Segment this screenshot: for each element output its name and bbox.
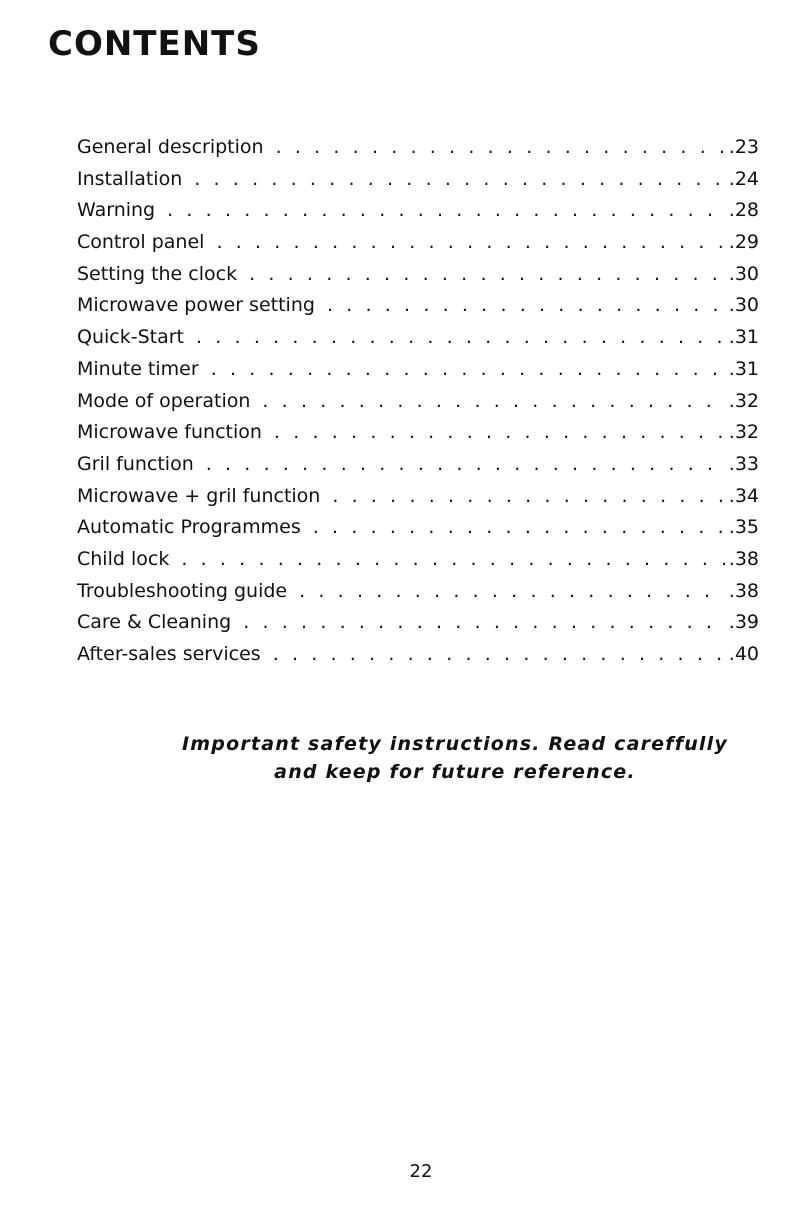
toc-leader-dots bbox=[274, 417, 725, 449]
toc-entry-label: Child lock bbox=[77, 547, 170, 570]
toc-entry-minute-timer[interactable] bbox=[77, 354, 759, 386]
page-title: CONTENTS bbox=[48, 24, 261, 64]
toc-leader-dots bbox=[273, 639, 725, 671]
table-of-contents bbox=[77, 132, 759, 671]
toc-entry-label: After-sales services bbox=[77, 643, 261, 665]
toc-entry-label: Quick-Start bbox=[77, 326, 184, 349]
toc-leader-dots bbox=[194, 164, 725, 196]
toc-entry-label: Troubleshooting guide bbox=[77, 579, 288, 602]
toc-entry-mode-of-operation[interactable] bbox=[77, 386, 759, 418]
toc-leader-dots bbox=[332, 481, 724, 513]
toc-entry-label: Automatic Programmes bbox=[77, 516, 301, 539]
toc-entry-care-cleaning[interactable] bbox=[77, 607, 759, 639]
toc-entry-label: Microwave + gril function bbox=[77, 484, 321, 507]
toc-entry-label: Minute timer bbox=[77, 357, 199, 380]
toc-entry-label: Control panel bbox=[77, 231, 205, 254]
toc-leader-dots bbox=[249, 259, 725, 291]
safety-notice-line-1: Important safety instructions. Read careffully bbox=[182, 733, 728, 755]
toc-leader-dots bbox=[167, 195, 725, 227]
toc-leader-dots bbox=[181, 544, 724, 576]
toc-entry-automatic-programmes[interactable] bbox=[77, 512, 759, 544]
toc-leader-dots bbox=[313, 512, 725, 544]
toc-entry-page: .38 bbox=[728, 547, 759, 570]
toc-entry-label: Installation bbox=[77, 167, 183, 190]
toc-entry-page: .24 bbox=[728, 167, 759, 190]
safety-notice bbox=[150, 730, 760, 786]
toc-entry-page: .32 bbox=[728, 421, 759, 444]
toc-entry-page: .33 bbox=[728, 452, 759, 475]
toc-entry-child-lock[interactable] bbox=[77, 544, 759, 576]
toc-leader-dots bbox=[299, 576, 725, 608]
toc-leader-dots bbox=[196, 322, 725, 354]
toc-entry-microwave-gril-function[interactable] bbox=[77, 481, 759, 513]
toc-entry-gril-function[interactable] bbox=[77, 449, 759, 481]
toc-leader-dots bbox=[216, 227, 724, 259]
toc-entry-page: .40 bbox=[728, 643, 759, 665]
toc-entry-general-description[interactable] bbox=[77, 132, 759, 164]
toc-leader-dots bbox=[327, 290, 725, 322]
toc-entry-page: .28 bbox=[728, 199, 759, 222]
safety-notice-line-2: and keep for future reference. bbox=[274, 761, 636, 783]
toc-leader-dots bbox=[211, 354, 725, 386]
toc-entry-page: .23 bbox=[728, 136, 759, 158]
toc-entry-troubleshooting-guide[interactable] bbox=[77, 576, 759, 608]
toc-entry-label: Microwave power setting bbox=[77, 294, 315, 317]
page-number: 22 bbox=[409, 1161, 433, 1182]
toc-entry-page: .34 bbox=[728, 484, 759, 507]
toc-leader-dots bbox=[262, 386, 724, 418]
toc-entry-label: Mode of operation bbox=[77, 389, 251, 412]
toc-leader-dots bbox=[276, 132, 725, 164]
toc-entry-label: Gril function bbox=[77, 452, 194, 475]
toc-entry-warning[interactable] bbox=[77, 195, 759, 227]
toc-entry-page: .31 bbox=[728, 357, 759, 380]
toc-entry-microwave-function[interactable] bbox=[77, 417, 759, 449]
toc-entry-page: .35 bbox=[728, 516, 759, 539]
toc-entry-page: .30 bbox=[728, 262, 759, 285]
toc-entry-page: .38 bbox=[728, 579, 759, 602]
toc-entry-page: .31 bbox=[728, 326, 759, 349]
toc-entry-quick-start[interactable] bbox=[77, 322, 759, 354]
toc-entry-page: .39 bbox=[728, 611, 759, 634]
toc-entry-control-panel[interactable] bbox=[77, 227, 759, 259]
toc-entry-label: General description bbox=[77, 136, 264, 158]
toc-entry-microwave-power-setting[interactable] bbox=[77, 290, 759, 322]
toc-entry-installation[interactable] bbox=[77, 164, 759, 196]
toc-entry-label: Microwave function bbox=[77, 421, 262, 444]
toc-entry-after-sales-services[interactable] bbox=[77, 639, 759, 671]
toc-entry-label: Warning bbox=[77, 199, 156, 222]
toc-entry-label: Setting the clock bbox=[77, 262, 238, 285]
toc-leader-dots bbox=[243, 607, 725, 639]
toc-leader-dots bbox=[206, 449, 725, 481]
toc-entry-page: .29 bbox=[728, 231, 759, 254]
toc-entry-label: Care & Cleaning bbox=[77, 611, 232, 634]
toc-entry-page: .30 bbox=[728, 294, 759, 317]
toc-entry-setting-the-clock[interactable] bbox=[77, 259, 759, 291]
toc-entry-page: .32 bbox=[728, 389, 759, 412]
